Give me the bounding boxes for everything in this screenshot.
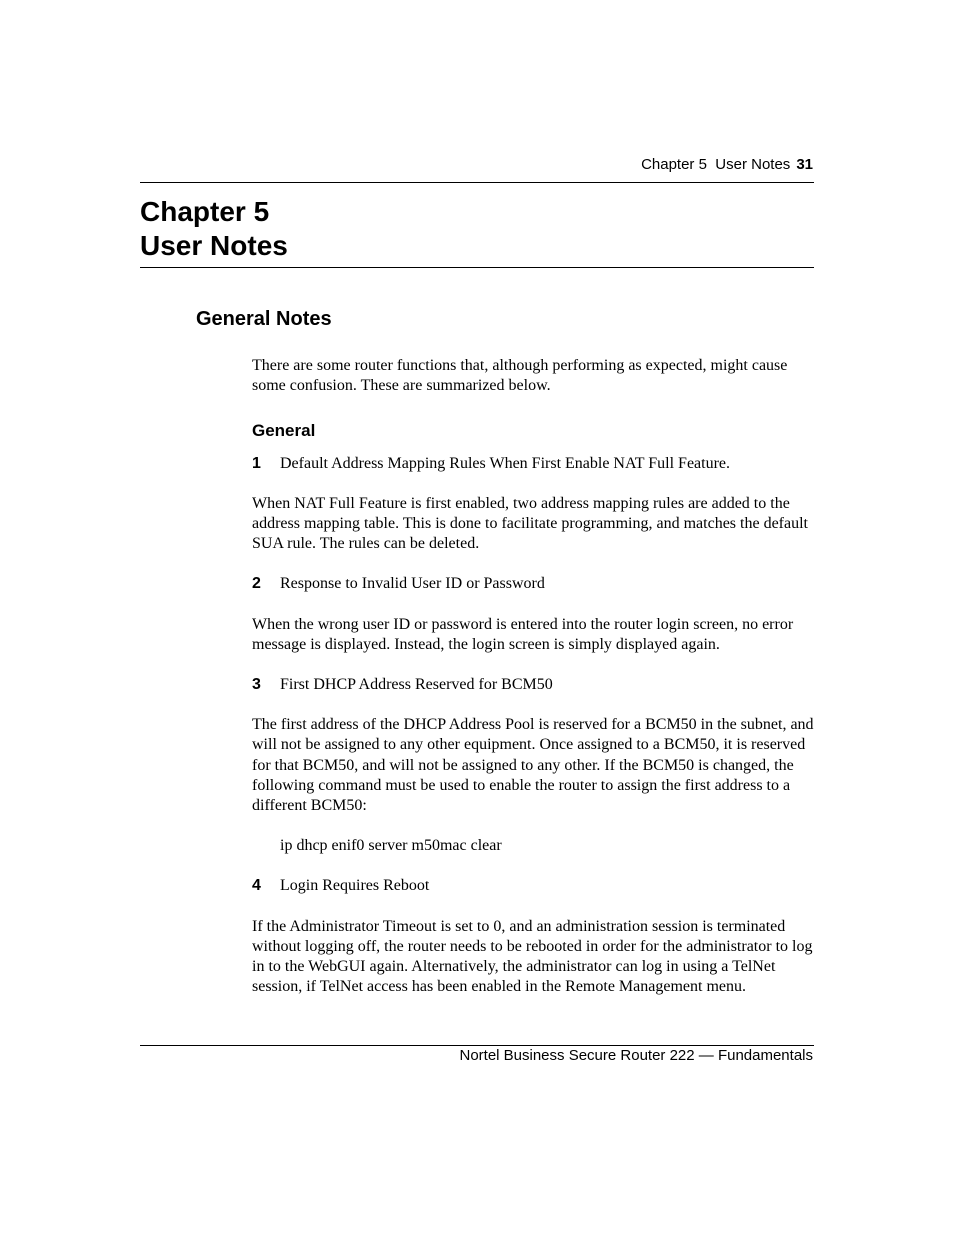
item-description: When NAT Full Feature is first enabled, two address mapping rules are added to the address mapping table. This is done to facilitate programming, and matches the default SUA rule. The rules can be deleted. xyxy=(252,494,808,553)
item-number: 4 xyxy=(252,877,261,895)
list-item xyxy=(252,675,814,695)
chapter-title xyxy=(140,195,288,263)
item-number: 3 xyxy=(252,676,261,694)
chapter-name: User Notes xyxy=(140,230,288,261)
item-title: Default Address Mapping Rules When First Enable NAT Full Feature. xyxy=(280,454,731,472)
item-description: When the wrong user ID or password is entered into the router login screen, no error message is displayed. Instead, the login screen is simply displayed again. xyxy=(252,615,794,653)
item-title: Response to Invalid User ID or Password xyxy=(280,575,545,593)
list-item xyxy=(252,574,814,594)
item-description: The first address of the DHCP Address Pool is reserved for a BCM50 in the subnet, and will not be assigned to any other equipment. Once assigned to a BCM50, it is reserved for that BCM50, and will not be assigned to any other. If the BCM50 is changed, the following command must be used to enable the router to assign the first address to a different BCM50: xyxy=(252,716,814,815)
running-footer: Nortel Business Secure Router 222 — Fundamentals xyxy=(459,1047,813,1064)
list-item xyxy=(252,454,814,474)
header-rule xyxy=(140,182,814,183)
running-header xyxy=(140,156,813,173)
subheading: General xyxy=(252,421,316,441)
page-number: 31 xyxy=(796,156,813,173)
item-number: 2 xyxy=(252,575,261,593)
body-text xyxy=(252,356,814,997)
list-item xyxy=(252,876,814,896)
header-section: User Notes xyxy=(715,156,791,173)
footer-rule xyxy=(140,1045,814,1046)
command-line: ip dhcp enif0 server m50mac clear xyxy=(280,837,502,855)
chapter-number: Chapter 5 xyxy=(140,196,270,227)
item-title: Login Requires Reboot xyxy=(280,877,430,895)
section-title: General Notes xyxy=(196,308,332,330)
chapter-rule xyxy=(140,267,814,268)
header-chapter: Chapter 5 xyxy=(641,156,707,173)
item-title: First DHCP Address Reserved for BCM50 xyxy=(280,676,553,694)
item-number: 1 xyxy=(252,454,261,472)
item-description: If the Administrator Timeout is set to 0, and an administration session is terminated without logging off, the router needs to be rebooted in order for the administrator to log in to the WebGUI again. Alternatively, the administrator can log in using a TelNet session, if TelNet access has been enabled in the Remote Management menu. xyxy=(252,917,813,996)
intro-paragraph: There are some router functions that, although performing as expected, might cause some confusion. These are summarized below. xyxy=(252,357,788,395)
